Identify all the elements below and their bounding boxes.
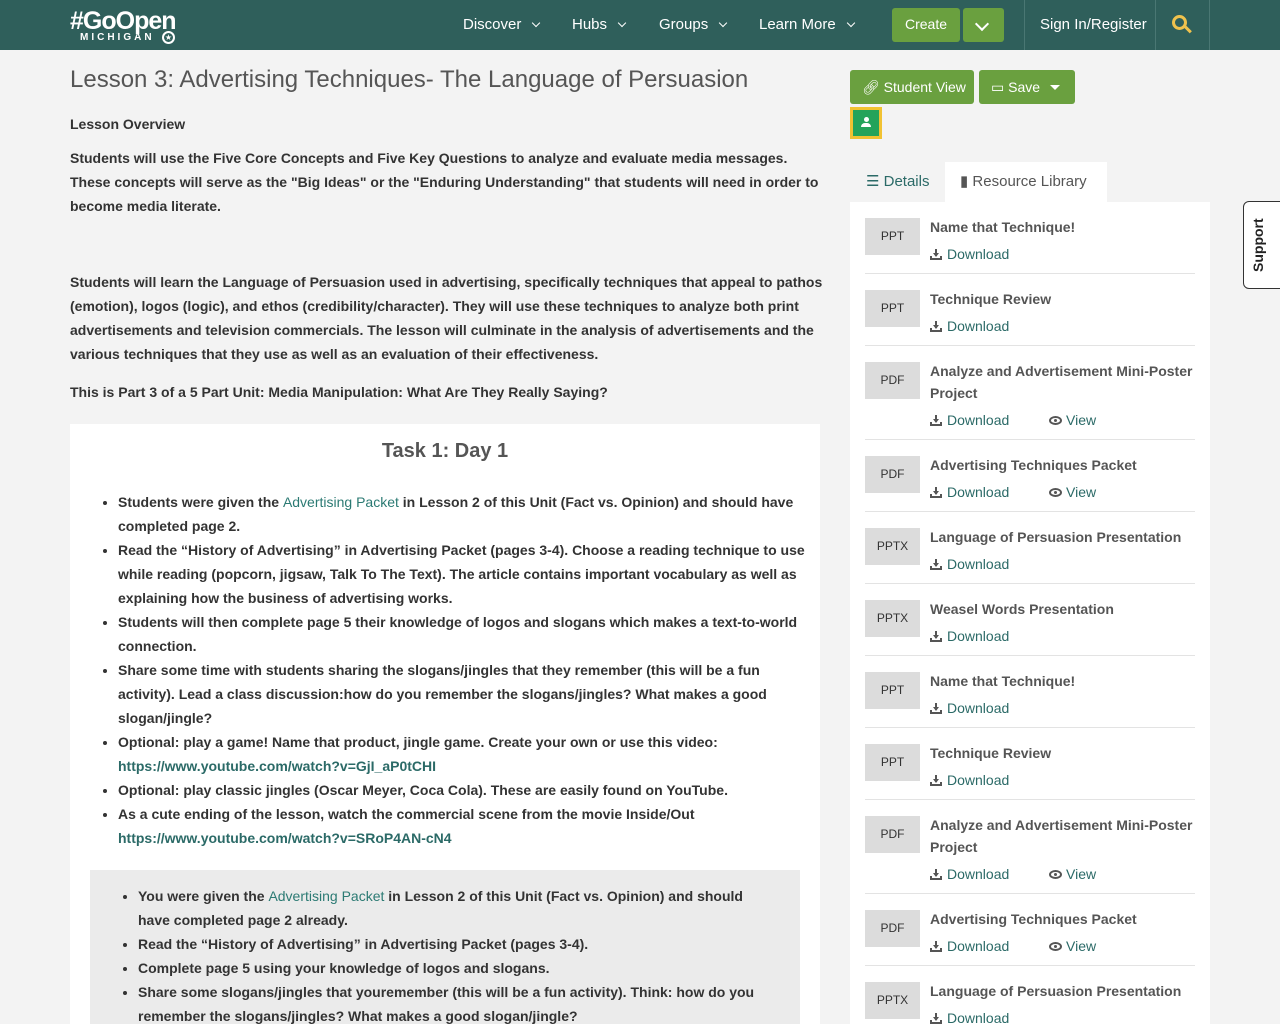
list-item-text: You were given the: [138, 888, 269, 904]
nav-divider: [1209, 0, 1210, 50]
file-type-badge: PPT: [865, 290, 920, 327]
resource-actions: [930, 316, 1009, 336]
file-type-badge: PPTX: [865, 528, 920, 565]
download-label: Download: [947, 246, 1010, 262]
file-type-badge: PDF: [865, 456, 920, 493]
download-link[interactable]: [930, 866, 1009, 882]
chevron-down-icon: [719, 19, 727, 27]
chevron-down-icon: [846, 19, 854, 27]
resource-actions: [930, 698, 1009, 718]
resource-item: [865, 440, 1195, 512]
nav-groups-label: Groups: [659, 16, 709, 33]
nav-groups[interactable]: [659, 0, 726, 50]
file-type-badge: PDF: [865, 816, 920, 853]
eye-icon: [1049, 416, 1062, 425]
resource-title: Advertising Techniques Packet: [930, 457, 1137, 473]
file-type-badge: PPT: [865, 218, 920, 255]
eye-icon: [1049, 488, 1062, 497]
book-icon: ▮: [960, 173, 973, 190]
download-icon: [930, 415, 942, 426]
advertising-packet-link[interactable]: Advertising Packet: [268, 888, 385, 904]
download-label: Download: [947, 412, 1010, 428]
resource-actions: [930, 626, 1009, 646]
list-item: [118, 730, 808, 778]
create-button[interactable]: Create: [892, 8, 960, 42]
resource-actions: [930, 482, 1097, 502]
download-label: Download: [947, 556, 1010, 572]
goopen-michigan-logo[interactable]: [70, 9, 180, 43]
resource-item: [865, 584, 1195, 656]
list-item: • Read the “History of Advertising” in Advertising Packet (pages 3-4). Choose a reading technique to use while reading (popcorn, jigsaw, Talk To The Text). The article contains important vocabulary as well as explaining how the business of advertising works.: [118, 538, 808, 610]
nav-discover[interactable]: [463, 0, 539, 50]
view-label: View: [1066, 412, 1097, 428]
download-icon: [930, 559, 942, 570]
file-type-badge: PPTX: [865, 982, 920, 1019]
list-item-text: As a cute ending of the lesson, watch the commercial scene from the movie Inside/Out: [118, 806, 695, 822]
view-link[interactable]: [1049, 936, 1096, 956]
view-link[interactable]: [1049, 482, 1096, 502]
overview-paragraph-2: Students will learn the Language of Persuasion used in advertising, specifically techniques that appeal to pathos (emotion), logos (logic), and ethos (credibility/character). They will use these techniques to analyze both print advertisements and television commercials. The lesson will culminate in the analysis of advertisements and the various techniques that they use as well as an evaluation of their effectiveness.: [70, 274, 823, 362]
overview-heading: Lesson Overview: [70, 116, 186, 132]
view-label: View: [1066, 866, 1097, 882]
nav-hubs-label: Hubs: [572, 16, 608, 33]
chevron-down-icon: [532, 19, 540, 27]
file-type-badge: PDF: [865, 910, 920, 947]
youtube-link-jingle-game[interactable]: https://www.youtube.com/watch?v=GjI_aP0tCHI: [118, 758, 437, 774]
list-item: • Optional: play classic jingles (Oscar Meyer, Coca Cola). These are easily found on YouTube.: [118, 778, 808, 802]
download-label: Download: [947, 1010, 1010, 1024]
download-label: Download: [947, 628, 1010, 644]
list-item: • Share some time with students sharing the slogans/jingles that they remember (this will be a fun activity). Lead a class discussion:how do you remember the slogans/jingles? What makes a good slogan/jingle?: [118, 658, 808, 730]
file-type-badge: PPT: [865, 672, 920, 709]
download-icon: [930, 775, 942, 786]
list-item: [118, 802, 808, 850]
resource-item: [865, 274, 1195, 346]
nav-learn-more[interactable]: [759, 0, 854, 50]
nav-divider: [1024, 0, 1025, 50]
download-link[interactable]: [930, 412, 1009, 428]
download-link[interactable]: [930, 246, 1009, 262]
eye-icon: [1049, 870, 1062, 879]
download-icon: [930, 487, 942, 498]
download-icon: [930, 631, 942, 642]
list-item: • Complete page 5 using your knowledge of logos and slogans.: [138, 956, 778, 980]
download-link[interactable]: [930, 772, 1009, 788]
list-item: • Share some slogans/jingles that youremember (this will be a fun activity). Think: how do you remember the slogans/jingles? What makes a good slogan/jingle?: [138, 980, 778, 1024]
overview-paragraph-3: This is Part 3 of a 5 Part Unit: Media Manipulation: What Are They Really Saying?: [70, 384, 608, 400]
search-icon[interactable]: [1172, 15, 1192, 35]
resource-item: [865, 656, 1195, 728]
create-dropdown-button[interactable]: [963, 8, 1004, 42]
nav-discover-label: Discover: [463, 16, 522, 33]
save-button[interactable]: [979, 70, 1075, 104]
list-item: [138, 884, 778, 932]
nav-divider: [1155, 0, 1156, 50]
list-item-text: Optional: play a game! Name that product, jingle game. Create your own or use this video:: [118, 734, 718, 750]
list-item-text: in Lesson 2 of this Unit (Fact vs. Opinion) and should have completed page 2 already.: [138, 888, 743, 928]
resource-actions: [930, 410, 1097, 430]
nav-learn-more-label: Learn More: [759, 16, 836, 33]
download-label: Download: [947, 866, 1010, 882]
eye-icon: [1049, 942, 1062, 951]
resource-actions: [930, 244, 1009, 264]
view-link[interactable]: [1049, 864, 1096, 884]
tab-details[interactable]: [850, 162, 945, 202]
download-icon: [930, 869, 942, 880]
support-label: Support: [1250, 218, 1266, 272]
download-link[interactable]: [930, 318, 1009, 334]
sign-in-register-link[interactable]: Sign In/Register: [1040, 16, 1147, 33]
resource-title: Technique Review: [930, 745, 1052, 761]
student-bullet-list: [138, 884, 778, 1024]
resource-title: Name that Technique!: [930, 673, 1076, 689]
view-label: View: [1066, 938, 1097, 954]
nav-hubs[interactable]: [572, 0, 625, 50]
google-classroom-share-button[interactable]: [850, 107, 882, 139]
resource-item: [865, 800, 1195, 894]
download-link[interactable]: [930, 484, 1009, 500]
resource-actions: [930, 770, 1009, 790]
google-classroom-icon: [853, 110, 879, 136]
resource-title: Name that Technique!: [930, 219, 1076, 235]
chevron-down-icon: [975, 17, 989, 31]
folder-icon: ▭: [991, 79, 1009, 95]
resource-title: Language of Persuasion Presentation: [930, 529, 1182, 545]
link-icon: 🔗︎: [862, 79, 884, 95]
download-icon: [930, 1013, 942, 1024]
resource-actions: [930, 936, 1097, 956]
file-type-badge: PDF: [865, 362, 920, 399]
resource-title: Analyze and Advertisement Mini-Poster Project: [930, 817, 1193, 855]
list-icon: ☰: [866, 173, 884, 190]
resource-item: [865, 966, 1195, 1024]
resource-title: Weasel Words Presentation: [930, 601, 1114, 617]
resource-title: Technique Review: [930, 291, 1052, 307]
download-icon: [930, 321, 942, 332]
download-link[interactable]: [930, 628, 1009, 644]
download-label: Download: [947, 700, 1010, 716]
support-tab[interactable]: [1243, 201, 1280, 289]
list-item: [118, 490, 808, 538]
tab-resource-library-label: Resource Library: [972, 173, 1087, 190]
caret-down-icon: [1050, 85, 1060, 90]
download-link[interactable]: [930, 700, 1009, 716]
download-label: Download: [947, 938, 1010, 954]
resource-title: Advertising Techniques Packet: [930, 911, 1137, 927]
logo-text-bottom: MICHIGAN: [80, 32, 155, 43]
student-view-label: Student View: [883, 79, 966, 95]
logo-text-top: #GoOpen: [70, 7, 176, 35]
resource-actions: [930, 864, 1097, 884]
list-item: • Students will then complete page 5 their knowledge of logos and slogans which makes a text-to-world connection.: [118, 610, 808, 658]
view-label: View: [1066, 484, 1097, 500]
download-icon: [930, 249, 942, 260]
top-nav-bar: [0, 0, 1280, 50]
resource-title: Analyze and Advertisement Mini-Poster Project: [930, 363, 1193, 401]
save-label: Save: [1008, 79, 1041, 95]
resource-title: Language of Persuasion Presentation: [930, 983, 1182, 999]
download-link[interactable]: [930, 556, 1009, 572]
list-item-text: in Lesson 2 of this Unit (Fact vs. Opinion) and should have completed page 2.: [118, 494, 794, 534]
file-type-badge: PPT: [865, 744, 920, 781]
resource-item: [865, 202, 1195, 274]
page-title: Lesson 3: Advertising Techniques- The Language of Persuasion: [70, 66, 749, 93]
download-label: Download: [947, 772, 1010, 788]
file-type-badge: PPTX: [865, 600, 920, 637]
resource-item: [865, 728, 1195, 800]
youtube-link-inside-out[interactable]: https://www.youtube.com/watch?v=SRoP4AN-cN4: [118, 830, 452, 846]
download-label: Download: [947, 318, 1010, 334]
tab-details-label: Details: [883, 173, 930, 190]
resource-item: [865, 894, 1195, 966]
tab-resource-library[interactable]: [945, 162, 1107, 202]
student-view-button[interactable]: [850, 70, 974, 104]
download-link[interactable]: [930, 938, 1009, 954]
download-icon: [930, 941, 942, 952]
download-icon: [930, 703, 942, 714]
download-label: Download: [947, 484, 1010, 500]
chevron-down-icon: [618, 19, 626, 27]
resource-actions: [930, 554, 1009, 574]
download-link[interactable]: [930, 1010, 1009, 1024]
overview-paragraph-1: Students will use the Five Core Concepts and Five Key Questions to analyze and evaluate media messages. These concepts will serve as the "Big Ideas" or the "Enduring Understanding" that students will need in order to become media literate.: [70, 150, 819, 214]
advertising-packet-link[interactable]: Advertising Packet: [282, 494, 399, 510]
task-bullet-list: [118, 490, 808, 850]
resource-item: [865, 346, 1195, 440]
view-link[interactable]: [1049, 410, 1096, 430]
list-item: • Read the “History of Advertising” in Advertising Packet (pages 3-4).: [138, 932, 778, 956]
resource-actions: [930, 1008, 1009, 1024]
list-item-text: Students were given the: [118, 494, 283, 510]
star-icon: ★: [162, 31, 175, 44]
task-title: Task 1: Day 1: [381, 440, 509, 462]
resource-item: [865, 512, 1195, 584]
